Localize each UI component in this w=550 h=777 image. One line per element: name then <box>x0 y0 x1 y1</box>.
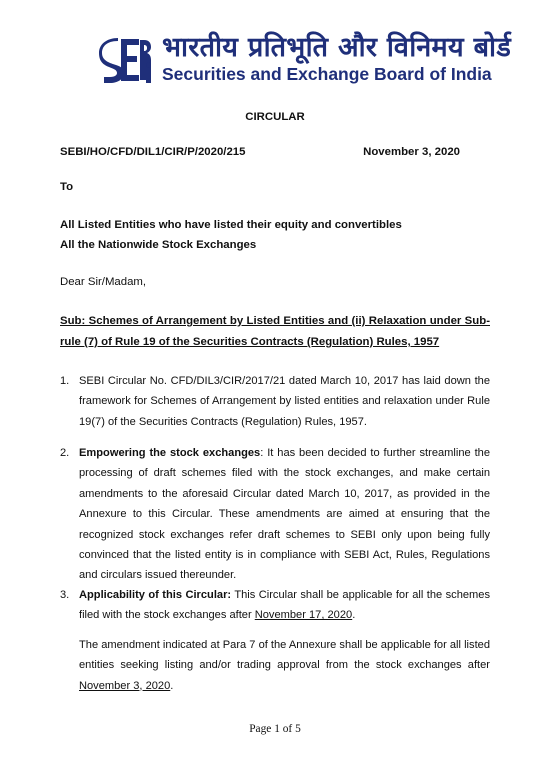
salutation: Dear Sir/Madam, <box>60 276 147 288</box>
paragraph-3-continued <box>60 635 490 696</box>
paragraph-1 <box>60 371 490 432</box>
paragraph-number: 1. <box>60 375 70 387</box>
paragraph-text <box>79 585 490 626</box>
effective-date: November 3, 2020 <box>79 679 171 692</box>
org-name-hindi: भारतीय प्रतिभूति और विनिमय बोर्ड <box>162 32 512 63</box>
paragraph-text: SEBI Circular No. CFD/DIL3/CIR/2017/21 dated March 10, 2017 has laid down the framework for Schemes of Arrangement by listed entities and relaxation under Rule 19(7) of the Securities Contracts (Regulation) Rules, 1957. <box>79 375 490 428</box>
paragraph-2 <box>60 443 490 586</box>
paragraph-number: 3. <box>60 589 70 601</box>
org-name-english: Securities and Exchange Board of India <box>162 64 492 84</box>
punctuation: . <box>352 609 356 622</box>
to-label: To <box>60 181 74 193</box>
document-heading: CIRCULAR <box>245 111 305 123</box>
paragraph-body: The amendment indicated at Para 7 of the Annexure shall be applicable for all listed entities seeking listing and/or trading approval from the stock exchanges after <box>79 639 490 672</box>
reference-number: SEBI/HO/CFD/DIL1/CIR/P/2020/215 <box>60 146 246 158</box>
paragraph-body: This Circular shall be applicable for all the schemes filed with the stock exchanges after <box>79 589 490 622</box>
paragraph-lead: Applicability of this Circular: <box>79 589 232 601</box>
paragraph-lead: Empowering the stock exchanges <box>79 447 261 459</box>
effective-date: November 17, 2020 <box>254 609 353 622</box>
punctuation: . <box>170 679 174 692</box>
paragraph-text <box>79 635 490 696</box>
sebi-logo <box>97 36 153 84</box>
paragraph-text <box>79 443 490 586</box>
paragraph-3 <box>60 585 490 626</box>
page-footer: Page 1 of 5 <box>249 723 301 735</box>
subject-line: Sub: Schemes of Arrangement by Listed Entities and (ii) Relaxation under Sub-rule (7) of Rule 19 of the Securities Contracts (Regulation) Rules, 1957 <box>60 315 490 348</box>
paragraph-body: : It has been decided to further streamline the processing of draft schemes filed with the stock exchanges, and make certain amendments to the aforesaid Circular dated March 10, 2017, as provided in the Annexure to this Circular. These amendments are aimed at ensuring that the recognized stock exchanges refer draft schemes to SEBI only upon being fully convinced that the listed entity is in compliance with SEBI Act, Rules, Regulations and circulars issued thereunder. <box>79 447 490 582</box>
circular-date: November 3, 2020 <box>363 146 460 158</box>
addressee-line: All Listed Entities who have listed their equity and convertibles <box>60 219 402 231</box>
paragraph-number: 2. <box>60 447 70 459</box>
addressee-line: All the Nationwide Stock Exchanges <box>60 239 257 251</box>
